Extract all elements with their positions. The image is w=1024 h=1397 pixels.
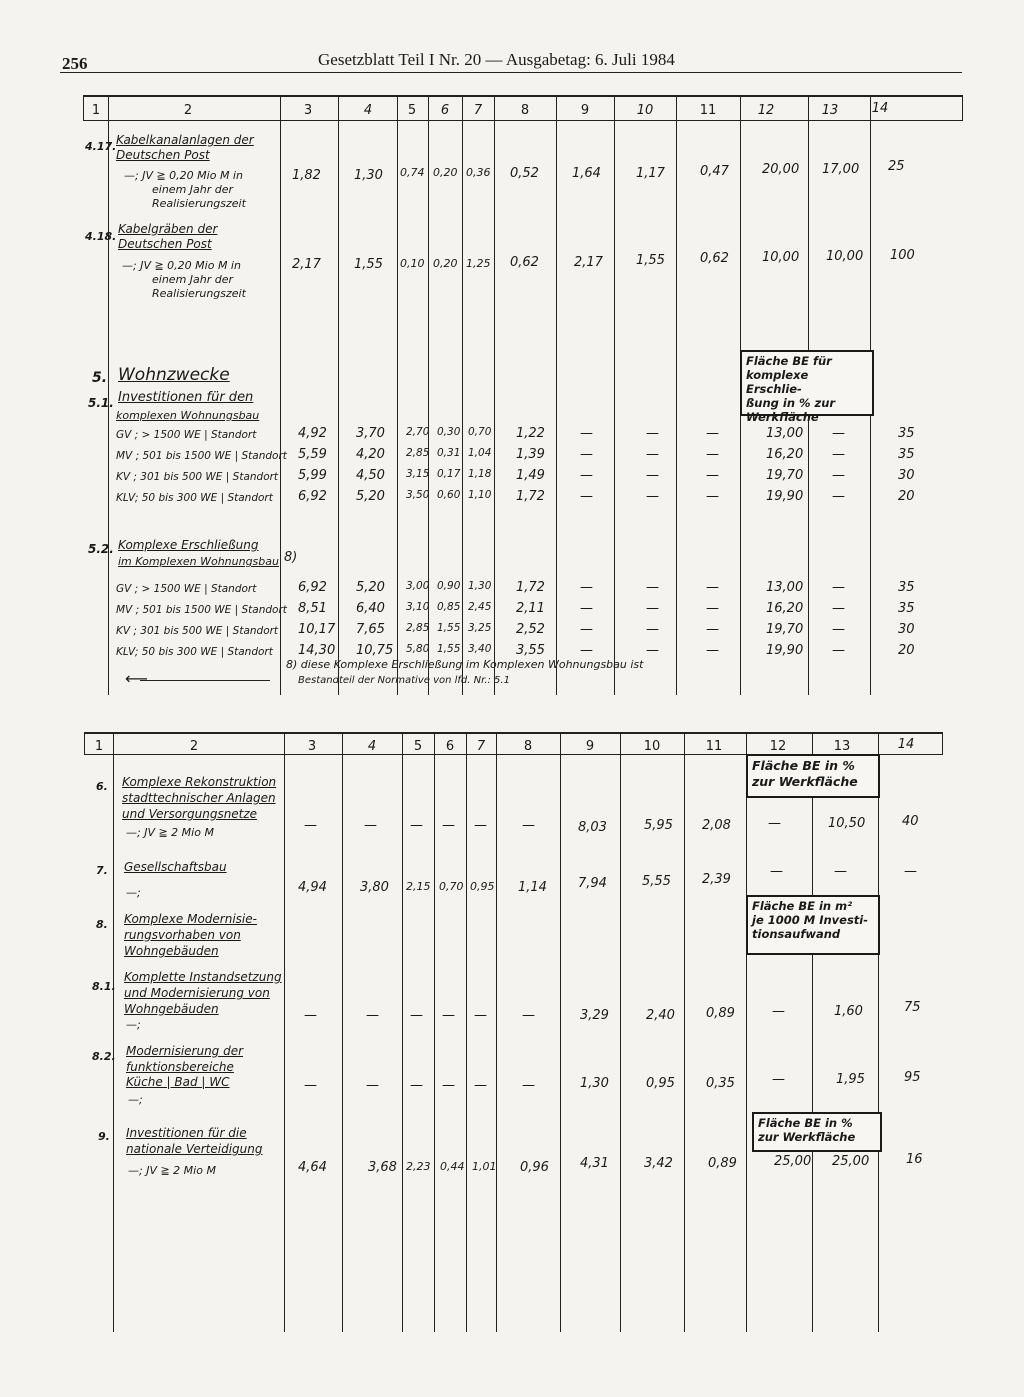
row-number: 8. (96, 918, 108, 931)
col-header: 2 (183, 103, 193, 118)
note-box-line: Fläche BE in m² (752, 899, 853, 913)
value: — (646, 601, 659, 616)
row-condition: —; (128, 1093, 143, 1106)
value: 5,80 (406, 643, 430, 655)
section-title: Investitionen für den (118, 390, 254, 405)
value: 3,50 (406, 489, 430, 501)
value: 0,47 (700, 164, 729, 179)
value: — (646, 489, 659, 504)
col-header: 8 (520, 103, 530, 118)
value: — (474, 818, 487, 833)
value: — (646, 468, 659, 483)
value: 1,30 (580, 1076, 609, 1091)
section-title: komplexen Wohnungsbau (116, 409, 260, 422)
value: — (304, 1078, 317, 1093)
value: 35 (898, 426, 915, 441)
value: — (706, 601, 719, 616)
value: — (646, 643, 659, 658)
value: 1,95 (836, 1072, 865, 1087)
col-header: 7 (473, 103, 483, 118)
value: 35 (898, 601, 915, 616)
col-header: 12 (769, 739, 787, 754)
value: 5,20 (356, 580, 385, 595)
row-number: 7. (96, 864, 108, 877)
value: — (364, 818, 377, 833)
value: — (442, 818, 455, 833)
value: 0,20 (433, 166, 458, 179)
value: 1,22 (516, 426, 545, 441)
value: 30 (898, 622, 915, 637)
value: 3,42 (644, 1156, 673, 1171)
value: 10,00 (826, 249, 864, 264)
value: 19,90 (766, 489, 804, 504)
value: 2,85 (406, 622, 430, 634)
row-label: MV ; 501 bis 1500 WE | Standort (116, 604, 287, 616)
value: 3,55 (516, 643, 545, 658)
value: — (832, 447, 845, 462)
page-number: 256 (62, 54, 88, 73)
value: 1,30 (468, 580, 492, 592)
value: 3,29 (580, 1008, 609, 1023)
row-title: Komplexe Rekonstruktion (122, 775, 277, 789)
row-title: Gesellschaftsbau (124, 860, 227, 874)
note-box-line: Fläche BE für (746, 354, 832, 368)
value: — (772, 1072, 785, 1087)
value: — (768, 816, 781, 831)
col-header: 9 (580, 103, 590, 118)
value: — (522, 1008, 535, 1023)
value: — (832, 622, 845, 637)
col-header: 8 (523, 739, 533, 754)
value: — (304, 1008, 317, 1023)
value: 2,70 (406, 426, 430, 438)
value: 1,72 (516, 580, 545, 595)
note-box (752, 1112, 882, 1152)
value: 20,00 (762, 162, 800, 177)
row-title: Wohngebäuden (124, 1002, 219, 1016)
value: — (832, 468, 845, 483)
value: — (646, 447, 659, 462)
col-header: 2 (189, 739, 199, 754)
value: — (580, 447, 593, 462)
value: 0,70 (439, 880, 464, 893)
value: 16 (906, 1152, 923, 1167)
value: 0,10 (400, 257, 425, 270)
value: 1,55 (437, 643, 461, 655)
value: — (410, 1008, 423, 1023)
value: 1,49 (516, 468, 545, 483)
value: 0,17 (437, 468, 461, 480)
col-header: 14 (897, 737, 915, 752)
value: 25,00 (774, 1154, 812, 1169)
value: 1,60 (834, 1004, 863, 1019)
value: 2,23 (406, 1160, 431, 1173)
value: 0,89 (706, 1006, 735, 1021)
value: — (580, 601, 593, 616)
col-header: 5 (413, 739, 423, 754)
row-title: Deutschen Post (118, 237, 212, 251)
value: 0,62 (700, 251, 729, 266)
value: 2,17 (574, 255, 603, 270)
row-condition: —; JV ≧ 0,20 Mio M in (124, 169, 243, 182)
value: — (646, 426, 659, 441)
value: — (904, 864, 917, 879)
value: 19,90 (766, 643, 804, 658)
value: 2,08 (702, 818, 731, 833)
section-number: 5.2. (88, 542, 114, 556)
value: — (410, 818, 423, 833)
col-header: 11 (699, 103, 717, 118)
value: — (522, 1078, 535, 1093)
value: — (522, 818, 535, 833)
note-box-line: ßung in % zur (746, 396, 836, 410)
value: 1,14 (518, 880, 547, 895)
row-number: 9. (98, 1130, 110, 1143)
value: 1,30 (354, 168, 383, 183)
col-header: 14 (871, 101, 889, 116)
row-title: stadttechnischer Anlagen (122, 791, 276, 805)
row-condition: einem Jahr der (152, 273, 234, 286)
value: 95 (904, 1070, 921, 1085)
col-header: 13 (821, 103, 839, 118)
row-condition: —; (126, 1018, 141, 1031)
col-header: 9 (585, 739, 595, 754)
section-number: 5.1. (88, 396, 114, 410)
value: 2,17 (292, 257, 321, 272)
row-title: Komplette Instandsetzung (124, 970, 282, 984)
section-title: im Komplexen Wohnungsbau (118, 555, 279, 568)
value: 5,99 (298, 468, 327, 483)
value: — (706, 447, 719, 462)
value: — (646, 580, 659, 595)
value: 0,20 (433, 257, 458, 270)
value: 0,96 (520, 1160, 549, 1175)
value: — (304, 818, 317, 833)
value: 20 (898, 489, 915, 504)
value: 100 (890, 248, 915, 263)
row-number: 6. (96, 780, 108, 793)
value: — (580, 622, 593, 637)
col-header: 6 (440, 103, 450, 118)
value: 1,64 (572, 166, 601, 181)
value: — (706, 489, 719, 504)
value: 1,25 (466, 257, 491, 270)
page-header (60, 46, 962, 73)
value: 0,52 (510, 166, 539, 181)
value: — (580, 580, 593, 595)
value: 14,30 (298, 643, 336, 658)
value: 5,55 (642, 874, 671, 889)
value: 0,35 (706, 1076, 735, 1091)
value: — (580, 489, 593, 504)
value: 0,62 (510, 255, 539, 270)
row-title: Komplexe Modernisie- (124, 912, 257, 926)
note-box-line: zur Werkfläche (758, 1130, 856, 1144)
row-label: KV ; 301 bis 500 WE | Standort (116, 471, 279, 483)
value: 4,31 (580, 1156, 609, 1171)
value: 3,40 (468, 643, 492, 655)
value: 1,10 (468, 489, 492, 501)
value: — (770, 864, 783, 879)
value: 2,39 (702, 872, 731, 887)
value: 7,94 (578, 876, 607, 891)
value: — (832, 601, 845, 616)
value: 5,95 (644, 818, 673, 833)
value: 6,92 (298, 580, 327, 595)
value: — (474, 1008, 487, 1023)
value: — (832, 643, 845, 658)
value: 19,70 (766, 622, 804, 637)
note-box (746, 895, 880, 955)
value: 1,17 (636, 166, 665, 181)
col-header: 7 (476, 739, 486, 754)
value: 0,31 (437, 447, 461, 459)
value: 0,60 (437, 489, 461, 501)
row-title: Modernisierung der (126, 1044, 244, 1058)
footnote-ref: 8) (284, 550, 298, 565)
value: 2,40 (646, 1008, 675, 1023)
value: 10,17 (298, 622, 336, 637)
value: 8,03 (578, 820, 607, 835)
value: 25,00 (832, 1154, 870, 1169)
row-label: GV ; > 1500 WE | Standort (116, 583, 257, 595)
col-header: 10 (636, 103, 654, 118)
note-box-line: Fläche BE in % (752, 758, 855, 773)
value: 10,75 (356, 643, 394, 658)
row-number: 8.2. (92, 1050, 116, 1063)
value: 19,70 (766, 468, 804, 483)
col-header: 1 (91, 103, 101, 118)
value: — (442, 1008, 455, 1023)
col-header: 10 (643, 739, 661, 754)
value: 1,82 (292, 168, 321, 183)
value: 4,50 (356, 468, 385, 483)
row-title: rungsvorhaben von (124, 928, 241, 942)
value: — (410, 1078, 423, 1093)
value: 1,55 (636, 253, 665, 268)
value: 1,55 (354, 257, 383, 272)
value: — (706, 426, 719, 441)
col-header: 6 (445, 739, 455, 754)
value: 6,92 (298, 489, 327, 504)
value: 1,39 (516, 447, 545, 462)
row-condition: —; (126, 886, 141, 899)
row-title: Kabelkanalanlagen der (116, 133, 254, 147)
value: 0,44 (440, 1160, 465, 1173)
col-header: 3 (307, 739, 317, 754)
value: — (706, 643, 719, 658)
value: 3,00 (406, 580, 430, 592)
col-header: 13 (833, 739, 851, 754)
value: 0,36 (466, 166, 491, 179)
value: 4,64 (298, 1160, 327, 1175)
note-box-line: tionsaufwand (752, 927, 841, 941)
value: 7,65 (356, 622, 385, 637)
row-title: Wohngebäuden (124, 944, 219, 958)
row-label: KLV; 50 bis 300 WE | Standort (116, 646, 273, 658)
footnote: Bestandteil der Normative von lfd. Nr.: 5.1 (298, 675, 510, 686)
value: 10,00 (762, 250, 800, 265)
footnote: 8) diese Komplexe Erschließung im Komplexen Wohnungsbau ist (286, 658, 644, 671)
value: 0,70 (468, 426, 492, 438)
col-header: 12 (757, 103, 775, 118)
row-label: KLV; 50 bis 300 WE | Standort (116, 492, 273, 504)
value: 3,70 (356, 426, 385, 441)
value: 2,85 (406, 447, 430, 459)
col-header: 4 (363, 103, 373, 118)
row-title: Investitionen für die (126, 1126, 247, 1140)
value: 1,01 (472, 1160, 497, 1173)
value: 8,51 (298, 601, 327, 616)
value: 16,20 (766, 601, 804, 616)
value: 3,10 (406, 601, 430, 613)
note-box-line: Fläche BE in % (758, 1116, 853, 1130)
value: 10,50 (828, 816, 866, 831)
value: 13,00 (766, 426, 804, 441)
row-title: Küche | Bad | WC (126, 1075, 230, 1089)
value: — (580, 643, 593, 658)
row-condition: einem Jahr der (152, 183, 234, 196)
row-label: KV ; 301 bis 500 WE | Standort (116, 625, 279, 637)
value: 2,45 (468, 601, 492, 613)
value: — (474, 1078, 487, 1093)
row-title: nationale Verteidigung (126, 1142, 263, 1156)
row-title: Deutschen Post (116, 148, 210, 162)
value: 3,80 (360, 880, 389, 895)
arrow-left-icon: ⟵ (125, 669, 148, 688)
value: 2,11 (516, 601, 545, 616)
value: 35 (898, 447, 915, 462)
value: 13,00 (766, 580, 804, 595)
row-number: 4.18. (85, 230, 117, 243)
col-header: 11 (705, 739, 723, 754)
row-number: 8.1. (92, 980, 116, 993)
row-condition: —; JV ≧ 2 Mio M (126, 826, 214, 839)
value: 20 (898, 643, 915, 658)
value: 5,20 (356, 489, 385, 504)
value: 4,92 (298, 426, 327, 441)
row-condition: —; JV ≧ 0,20 Mio M in (122, 259, 241, 272)
row-label: MV ; 501 bis 1500 WE | Standort (116, 450, 287, 462)
row-label: GV ; > 1500 WE | Standort (116, 429, 257, 441)
value: 0,89 (708, 1156, 737, 1171)
col-header: 3 (303, 103, 313, 118)
row-title: Kabelgräben der (118, 222, 218, 236)
value: 2,15 (406, 880, 431, 893)
value: 35 (898, 580, 915, 595)
value: 4,94 (298, 880, 327, 895)
note-box-line: komplexe Erschlie- (746, 368, 809, 396)
value: 3,15 (406, 468, 430, 480)
value: 5,59 (298, 447, 327, 462)
value: 3,25 (468, 622, 492, 634)
value: 1,55 (437, 622, 461, 634)
row-title: und Modernisierung von (124, 986, 270, 1000)
value: 2,52 (516, 622, 545, 637)
page-title: Gesetzblatt Teil I Nr. 20 — Ausgabetag: 6. Juli 1984 (318, 50, 675, 69)
value: — (580, 468, 593, 483)
value: — (832, 489, 845, 504)
value: 0,85 (437, 601, 461, 613)
value: — (832, 580, 845, 595)
value: — (834, 864, 847, 879)
col-header: 5 (407, 103, 417, 118)
section-title: Wohnzwecke (118, 365, 230, 385)
row-condition: —; JV ≧ 2 Mio M (128, 1164, 216, 1177)
row-title: funktionsbereiche (126, 1060, 234, 1074)
note-box (740, 350, 874, 424)
note-box (746, 754, 880, 798)
note-box-line: je 1000 M Investi- (752, 913, 869, 927)
row-number: 4.17. (85, 140, 117, 153)
value: — (366, 1078, 379, 1093)
row-condition: Realisierungszeit (152, 287, 246, 300)
value: — (832, 426, 845, 441)
value: — (366, 1008, 379, 1023)
note-box-line: zur Werkfläche (752, 774, 858, 789)
col-header: 4 (367, 739, 377, 754)
value: 30 (898, 468, 915, 483)
value: 75 (904, 1000, 921, 1015)
value: 0,30 (437, 426, 461, 438)
value: 3,68 (368, 1160, 397, 1175)
value: 40 (902, 814, 919, 829)
row-condition: Realisierungszeit (152, 197, 246, 210)
row-title: und Versorgungsnetze (122, 807, 258, 821)
value: 1,04 (468, 447, 492, 459)
section-number: 5. (92, 370, 108, 386)
value: 4,20 (356, 447, 385, 462)
value: 0,95 (470, 880, 495, 893)
value: 0,95 (646, 1076, 675, 1091)
section-title: Komplexe Erschließung (118, 538, 259, 552)
value: 0,74 (400, 166, 425, 179)
value: — (706, 468, 719, 483)
value: 0,90 (437, 580, 461, 592)
value: — (442, 1078, 455, 1093)
note-box-line: Werkfläche (746, 410, 819, 424)
col-header: 1 (94, 739, 104, 754)
value: 1,72 (516, 489, 545, 504)
value: — (706, 580, 719, 595)
value: 1,18 (468, 468, 492, 480)
value: — (706, 622, 719, 637)
value: 16,20 (766, 447, 804, 462)
value: 17,00 (822, 162, 860, 177)
arrow-line (140, 680, 270, 681)
value: — (646, 622, 659, 637)
value: 6,40 (356, 601, 385, 616)
value: — (580, 426, 593, 441)
value: — (772, 1004, 785, 1019)
value: 25 (888, 159, 905, 174)
